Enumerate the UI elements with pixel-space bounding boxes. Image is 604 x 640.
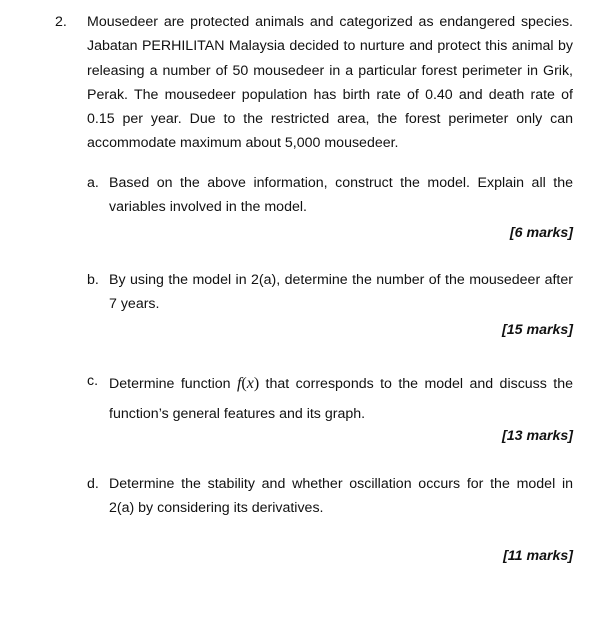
part-d bbox=[87, 472, 573, 521]
part-b-letter: b. bbox=[87, 272, 99, 288]
part-c-letter: c. bbox=[87, 373, 99, 389]
question-stem: Mousedeer are protected animals and categorized as endangered species. Jabatan PERHILITAN Malaysia decided to nurture and protect this animal by releasing a number of 50 mousedeer in a particular forest perimeter in Grik, Perak. The mousedeer population has birth rate of 0.40 and death rate of 0.15 per year. Due to the restricted area, the forest perimeter only can accommodate maximum about 5,000 mousedeer. bbox=[87, 14, 573, 152]
part-a bbox=[87, 171, 573, 220]
part-c-text-before: Determine function bbox=[109, 376, 237, 392]
function-variable: x bbox=[246, 375, 254, 392]
part-c bbox=[87, 369, 573, 429]
part-d-marks: [11 marks] bbox=[503, 548, 573, 564]
function-open-paren: ( bbox=[241, 375, 247, 392]
part-a-marks: [6 marks] bbox=[509, 225, 573, 241]
part-b-text: By using the model in 2(a), determine the number of the mousedeer after 7 years. bbox=[109, 272, 573, 313]
part-c-text-after: that corresponds to the model and discuss the function’s general features and its graph. bbox=[109, 376, 573, 422]
question-number: 2. bbox=[55, 14, 67, 30]
part-d-text: Determine the stability and whether oscillation occurs for the model in 2(a) by considering its derivatives. bbox=[109, 476, 573, 517]
part-b bbox=[87, 268, 573, 317]
function-close-paren: ) bbox=[253, 375, 260, 392]
part-b-marks: [15 marks] bbox=[502, 322, 573, 338]
part-a-text: Based on the above information, construct the model. Explain all the variables involved in the model. bbox=[109, 175, 573, 216]
part-a-letter: a. bbox=[87, 175, 99, 191]
part-d-letter: d. bbox=[87, 476, 99, 492]
part-c-marks: [13 marks] bbox=[502, 428, 573, 444]
function-notation bbox=[237, 375, 259, 392]
part-c-text bbox=[109, 369, 573, 429]
function-name: f bbox=[236, 375, 242, 392]
